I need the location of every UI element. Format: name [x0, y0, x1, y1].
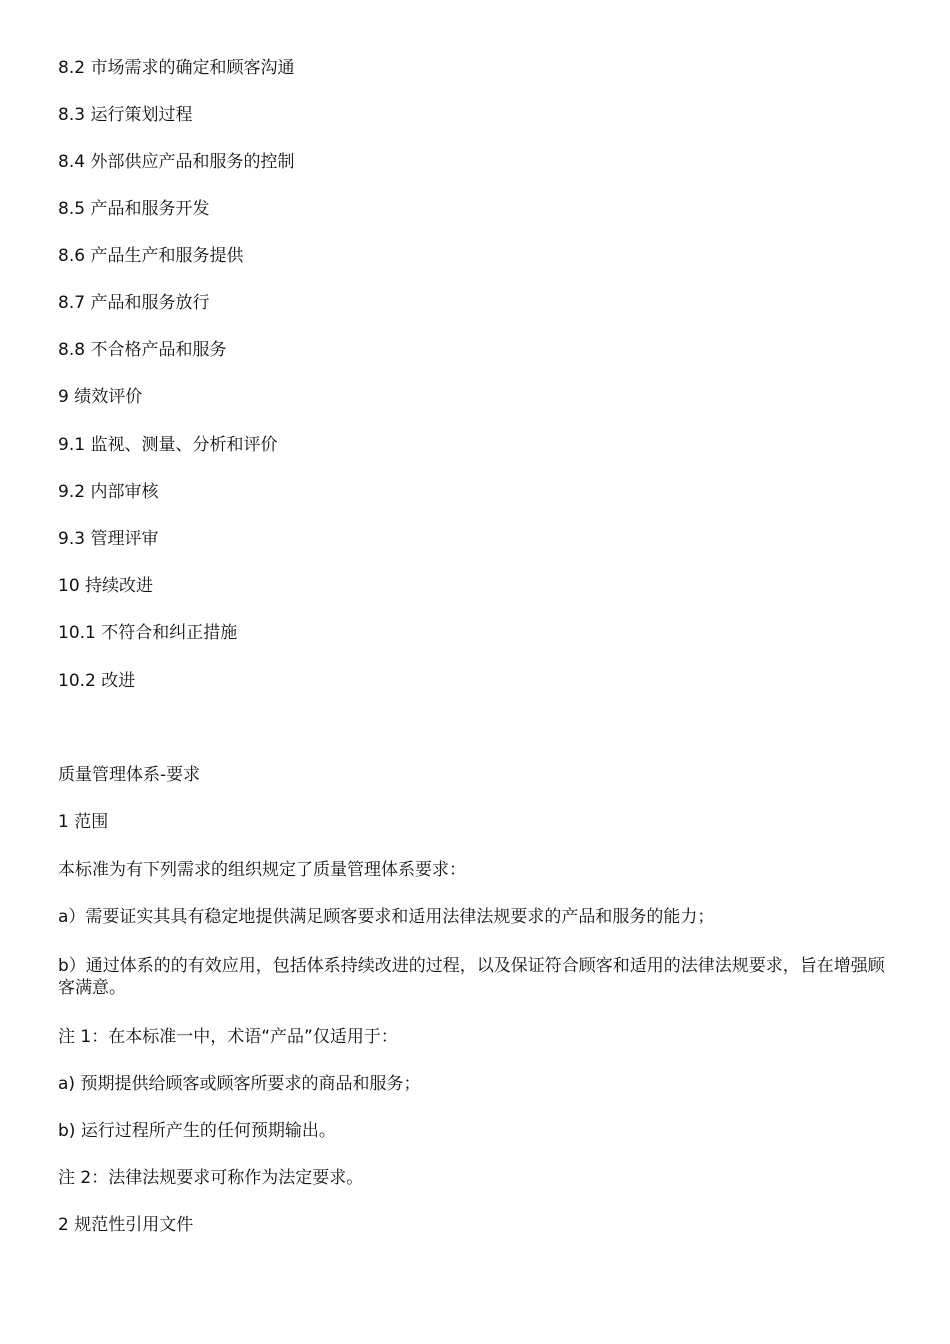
scope-intro-paragraph: 本标准为有下列需求的组织规定了质量管理体系要求：: [58, 860, 466, 880]
toc-item-8-4: 8.4 外部供应产品和服务的控制: [58, 152, 295, 172]
toc-item-8-3: 8.3 运行策划过程: [58, 105, 193, 125]
note-1: 注 1：在本标准一中，术语“产品”仅适用于：: [58, 1027, 398, 1047]
section-heading-normative-references: 2 规范性引用文件: [58, 1215, 194, 1235]
scope-item-b: b）通过体系的的有效应用，包括体系持续改进的过程，以及保证符合顾客和适用的法律法规要求，旨在增强顾客满意。: [58, 956, 885, 998]
document-title: 质量管理体系-要求: [58, 765, 201, 785]
toc-item-9: 9 绩效评价: [58, 387, 143, 407]
toc-item-8-7: 8.7 产品和服务放行: [58, 293, 210, 313]
toc-item-9-2: 9.2 内部审核: [58, 482, 159, 502]
section-heading-scope: 1 范围: [58, 812, 109, 832]
note-2: 注 2：法律法规要求可称作为法定要求。: [58, 1168, 364, 1188]
toc-item-9-1: 9.1 监视、测量、分析和评价: [58, 435, 278, 455]
toc-item-8-8: 8.8 不合格产品和服务: [58, 340, 227, 360]
note-1-item-a: a) 预期提供给顾客或顾客所要求的商品和服务；: [58, 1074, 421, 1094]
toc-item-10-1: 10.1 不符合和纠正措施: [58, 623, 238, 643]
scope-item-a: a）需要证实其具有稳定地提供满足顾客要求和适用法律法规要求的产品和服务的能力；: [58, 907, 715, 927]
toc-item-10: 10 持续改进: [58, 576, 154, 596]
toc-item-10-2: 10.2 改进: [58, 671, 136, 691]
toc-item-9-3: 9.3 管理评审: [58, 529, 159, 549]
toc-item-8-2: 8.2 市场需求的确定和顾客沟通: [58, 58, 295, 78]
toc-item-8-5: 8.5 产品和服务开发: [58, 199, 210, 219]
note-1-item-b: b) 运行过程所产生的任何预期输出。: [58, 1121, 336, 1141]
toc-item-8-6: 8.6 产品生产和服务提供: [58, 246, 244, 266]
